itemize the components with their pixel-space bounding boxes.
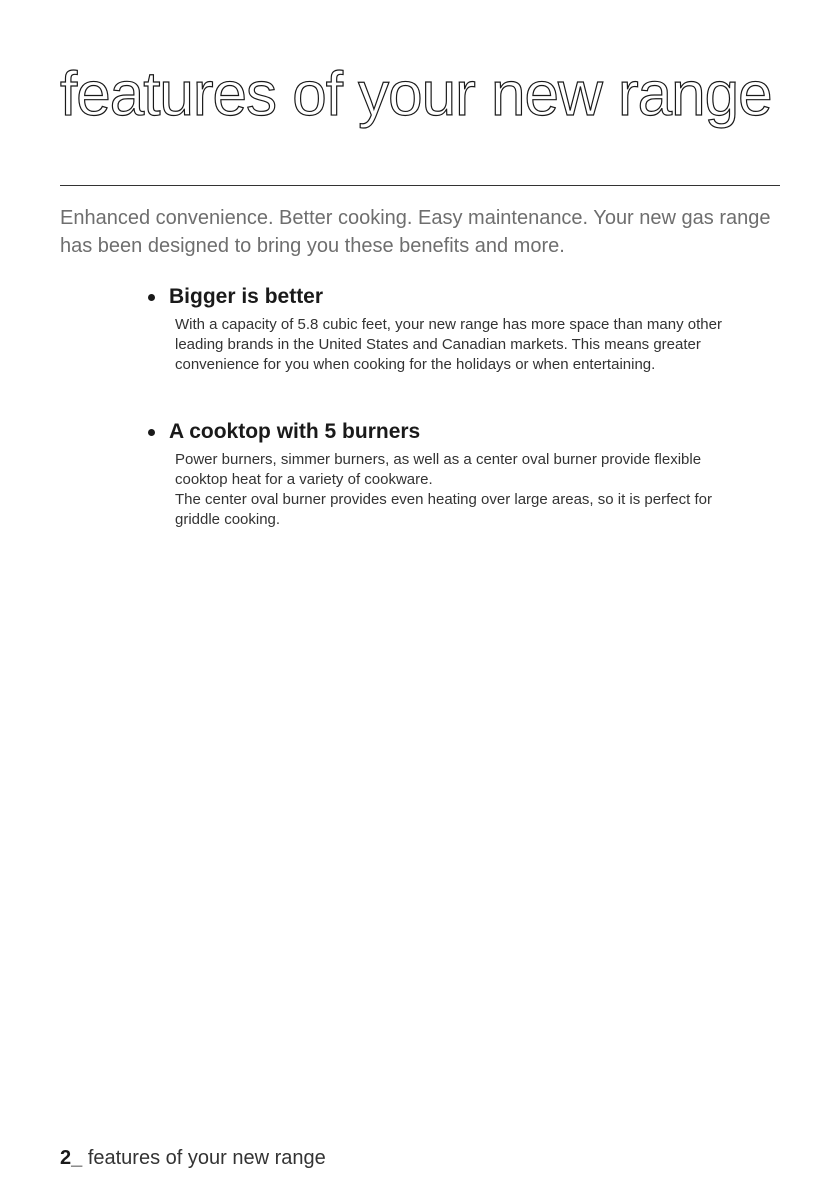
page-title: features of your new range	[60, 60, 772, 129]
feature-paragraph: Power burners, simmer burners, as well as a center oval burner provide flexible cooktop heat for a variety of cookware.	[175, 451, 702, 488]
title-divider	[60, 185, 780, 186]
intro-paragraph: Enhanced convenience. Better cooking. Easy maintenance. Your new gas range has been designed to bring you these benefits and more.	[60, 207, 771, 257]
feature-heading	[148, 284, 748, 310]
page-footer	[60, 1145, 326, 1171]
bullet-icon	[148, 294, 155, 301]
feature-paragraph: With a capacity of 5.8 cubic feet, your new range has more space than many other leading brands in the United States and Canadian markets. This means greater convenience for you when cooking for the holidays or when entertaining.	[175, 316, 722, 373]
feature-cooktop-burners	[148, 419, 748, 530]
feature-heading-text: A cooktop with 5 burners	[169, 420, 421, 443]
feature-body	[175, 315, 748, 375]
feature-heading-text: Bigger is better	[169, 285, 324, 308]
feature-bigger-is-better	[148, 284, 748, 375]
footer-section-title: features of your new range	[87, 1147, 326, 1169]
feature-paragraph: The center oval burner provides even heating over large areas, so it is perfect for griddle cooking.	[175, 491, 712, 528]
page-number: 2_	[60, 1147, 83, 1169]
feature-body	[175, 450, 748, 530]
feature-heading	[148, 419, 748, 445]
bullet-icon	[148, 429, 155, 436]
